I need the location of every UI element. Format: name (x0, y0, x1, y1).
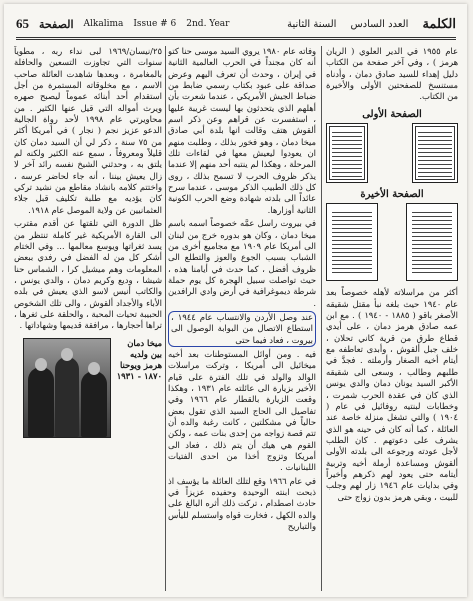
header-left (16, 16, 229, 32)
article-column-middle (168, 46, 316, 591)
magazine-name-latin: Alkalima (83, 19, 124, 29)
article-column-left (14, 46, 162, 591)
caption-years: ١٨٧٠ - ١٩٣١ (116, 370, 162, 381)
page-header (16, 12, 456, 36)
caption-line: هرمز ويوحنا (119, 359, 162, 370)
column-divider (321, 46, 322, 591)
issue-latin: Issue # 6 (133, 19, 177, 29)
year-ar: السنة الثانية (287, 18, 337, 30)
article-column-right (326, 46, 458, 591)
first-page-heading: الصفحة الأولى (362, 108, 422, 120)
page-label: الصفحة (39, 17, 74, 31)
photo-caption (117, 338, 162, 438)
last-page-heading: الصفحة الأخيرة (360, 189, 424, 201)
last-page-images (326, 203, 458, 281)
magazine-page (4, 4, 467, 597)
magazine-brand: الكلمة (422, 16, 456, 32)
paragraph: أكثر من مراسلاته لأهله خصوصاً بعد عام ١٩٤٠ حيث بلغه نبأ مقتل شقيقه الأصغر باقو ( ١٨٨٥ - ١٩٤٠ ) . مع ابن عمه صادق هرمز دمان ، على أيدي قطاع طرق من قرية كاني تحلان ، خلف جبل ألقوش ، وأبدى تعاطفه مع أيتام أخيه الصغار وأرملته . فجدَّ في طلبهم وطالب ، وسعى الى شقيقه الأكبر السيد يونان دمان والدي يونس الذي كان في عقدة الحرب شمرت ، وخطابات لبنتيه روفائيل في عام ( ١٩٠٤ ) والتي تشغل منزلة خاصة عند العائلة ، كما أنه كان في حينه هو الذي يشرف على دعوتهم . كان الطلب لأجل عودته ورجوعه الى بلدته الأولى ألقوش ومساعدة أرملة أخيه وتربية أيتامه حتى يعود لهم ذكرهم وأخيراً وفي بدايات عام ١٩٤٦ زار لهم وجلب للبيت ، وبقي هرمز بدون زواج حتى (326, 287, 458, 502)
manuscript-page-image (412, 123, 458, 183)
caption-line: بين ولديه (130, 348, 162, 359)
highlighted-passage: عند وصل الأردن والانتساب عام ١٩٤٤ ، استطاع الاتصال من البوابة الوصول الى بيروت ، فعاد فيما حتى (168, 311, 316, 347)
header-rule-double (16, 39, 456, 40)
manuscript-page-image (406, 203, 458, 281)
paragraph: ظل الدورة التي تلقتها عن أقدم مقترب الى القارة الأمريكية غير كاملة تنتظر من يسد ثغراتها ويوسع معالمها ... وفي الختام أشكر كل من له الفضل في رفدي ببعض المعلومات وهم ميشيل كرا ، الشماس حنا شيشا ، وديع وكريم دمان ، والدي يونس ، والكاتب أنيس لاسو الذي يعيش في بلده الأباء والأجداد ألقوش ، والى تلك الشخوص الحبيبة تحيات المحبة ، والحلقة على ثغرها ، تراها أحجارها ، مرافقة قديمها وشهاداتها . (14, 218, 162, 331)
page-number: 65 (16, 16, 29, 31)
paragraph: في بيروت راسل عمَّه خصوصاً اسمه باسم ميخا دمان ، وكان هو بدوره خرج من لبنان الى أمريكا عام ١٩٠٩ مع مجاميع أخرى من الشباب بسبب الجوع والعوز والتطلع الى ظروف أفضل ، كما حدث في أيامنا هذه ، حيث تواصلت سبيل الهجرة كل يوم حملة شرطة ديموغرافية في أرض وادي الرافدين . (168, 218, 316, 308)
first-page-images (326, 123, 458, 183)
header-right (287, 17, 456, 32)
manuscript-page-image (326, 203, 378, 281)
paragraph: ٢٥/نيسان/١٩٦٩ لبى نداء ربه ، مطوياً سنوات التي تجاوزت التسعين والحافلة بالمغامرة ، وبعدها شاهدت العائلة صاحب الاسم ، مع مخلوقاته المستمرة من أجل استقدام أحد أبنائه عموماً ليصبح صهره ويرث أمواله التي قيل عنها الكثير . من محاويرتي عام ١٩٩٨ لأحد رواة الجالية الدعو عزيز نجم ( نجار ) في أمريكا أكثر من ٧٥ سنة ، ذكر لي أن السيد دمان كان قليلاً ومعروفاً ، سمع عنه الكثير ولكنه لم يلتق به ، وحدثني الشيخ نفسه رائد آخر لا زال يعيش بيننا ، أنه جاء لحاضر عرسه ، واختتم كلامه بانشاد مقاطع من نشيد تركي كان يؤديه مع طلبة تكليف قبل جلاء العثمانيين عن ولاية الموصل عام ١٩١٨. (14, 46, 162, 215)
paragraph: وفاته عام ١٩٨٠ يروي السيد موسى حنا كتو أنه كان مجنداً في الحرب العالمية الثانية في إيران ، وحدث أن تعرف اليهم وعرض صداقة على عبود بكتاب رسمي ضابط من ضباط الجيش الأمريكي ، عندما شعرت بأن أهلهم الذي يتحدثون بها ليست غريبة عليها ، استفسرت عن قراهم وعن ذكر اسم ألقوش هتف وقالت انها بلدة أبي صادق ميخا دمان ، وهو فخور بذلك ، وطلبت منهم ان يعودوا ليعيش معها في لقاءات تلك المرحلة ، وهكذا لم ينتبه أحد منهم إلا عندما يذكر ظروف الحرب لا تسمح بذلك ، روى كل ذلك الطبيب الذكر موسى ، عندما سرح عائداً الى بلدته شهادة وضع الحرب الكونية الثانية أوزارها. (168, 46, 316, 215)
photo-block (14, 338, 162, 438)
paragraph: فيه . ومن أوائل المستوطنات بعد أخيه ميخائيل الى أمريكا ، وتركت مراسلات الوالد والولد في تلك الفترة على قيام الأخير بزيارة الى عائلته عام ١٩٣١ ، وهكذا وقعت الزيارة بالقطار عام ١٩٦٦ وفي تفاصيل الى الحاج السيد الذي تقول بعض حالياً في مشكلتين ، كانت رغبة والده أن تتم قصة زواجه من إحدى بنات عمه ، ولكن القوم هي هيك أن يتم ذلك ، فعاد الى أمريكا وتزوج أخذا من احدى الفتيات اللبنانيات . (168, 348, 316, 473)
paragraph: عام ١٩٥٥ في الدير العلوي ( الريان هرمز ) ، وفي آخر صفحة من الكتاب دليل إهداء للسيد صادق دمان ، وأدناه مستنسخ للصفحتين الأولى والأخيرة من الكتاب. (326, 46, 458, 102)
issue-ar: العدد السادس (350, 18, 409, 30)
column-divider (165, 46, 166, 591)
paragraph: في عام ١٩٦٦ وقع لتلك العائلة ما يؤسف اذ ذبحت ابنته الوحيدة وحفيده عزيزاً في حادث اصطدام ، تركت ذلك أثره البالغ على والده الكهل ، فخارت قواه واستسلم لليأس والتباريح (168, 475, 316, 532)
caption-name: ميخا دمان (127, 337, 162, 348)
manuscript-page-image (326, 123, 368, 183)
year-latin: 2nd. Year (186, 19, 230, 29)
header-rule (16, 37, 456, 38)
family-photo (23, 338, 111, 438)
